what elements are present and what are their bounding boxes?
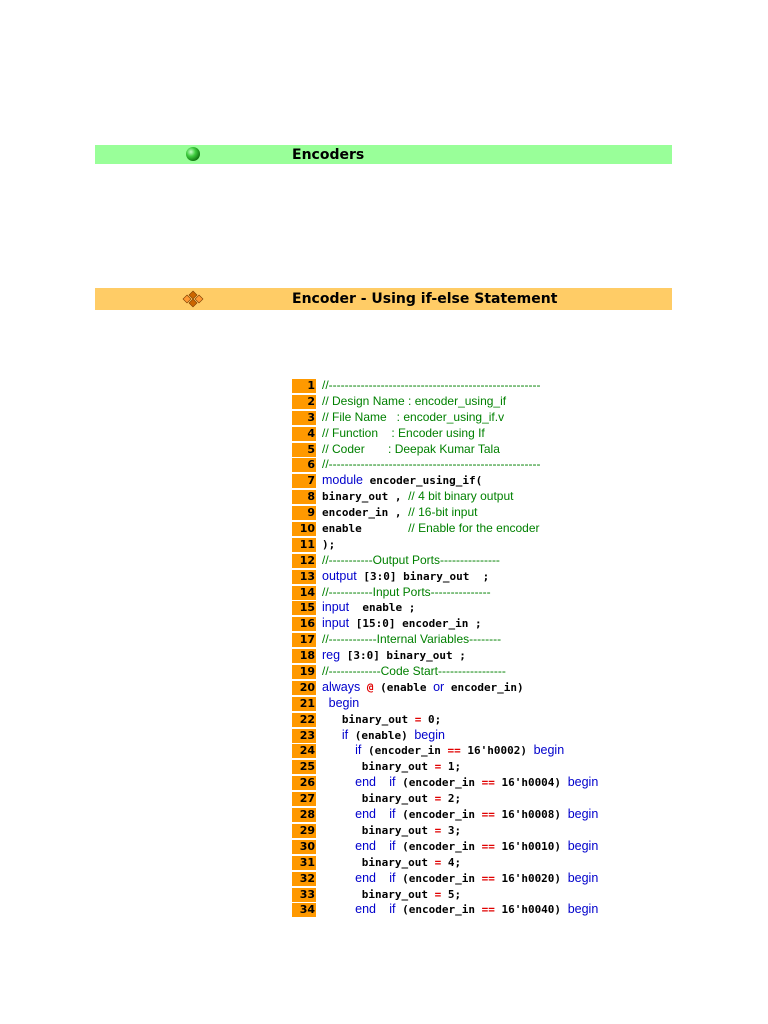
- code-token: encoder_using_if(: [363, 474, 483, 488]
- code-keyword: begin: [567, 902, 599, 917]
- code-keyword: begin: [567, 870, 599, 885]
- code-text: [322, 902, 598, 918]
- code-text: [322, 378, 540, 394]
- line-number: 4: [292, 427, 316, 441]
- code-keyword: reg: [322, 648, 341, 663]
- code-token: binary_out: [322, 855, 435, 869]
- code-text: [322, 712, 441, 728]
- encoders-banner: [95, 145, 672, 164]
- line-number: 6: [292, 458, 316, 472]
- code-keyword: module: [322, 473, 363, 488]
- code-token: binary_out: [322, 792, 435, 806]
- code-text: [322, 807, 598, 823]
- line-number: 16: [292, 617, 316, 631]
- line-number: 8: [292, 490, 316, 504]
- code-comment: //-------------Code Start-----------------: [322, 664, 506, 679]
- code-comment: // File Name : encoder_using_if.v: [322, 409, 505, 424]
- code-operator: =: [434, 823, 442, 837]
- line-number: 29: [292, 824, 316, 838]
- code-token: 16'h0040): [494, 903, 568, 917]
- code-token: 4;: [441, 855, 462, 869]
- code-token: (encoder_in: [395, 776, 482, 790]
- line-number: 32: [292, 872, 316, 886]
- code-text: [322, 855, 461, 871]
- code-text: [322, 664, 506, 680]
- code-text: [322, 569, 489, 585]
- code-token: [376, 872, 389, 885]
- line-number: 17: [292, 633, 316, 647]
- code-token: [322, 776, 355, 789]
- code-token: 16'h0002): [460, 744, 534, 758]
- code-operator: @: [366, 680, 374, 694]
- code-keyword: begin: [567, 775, 599, 790]
- code-comment: // 4 bit binary output: [408, 489, 514, 504]
- line-number: 31: [292, 856, 316, 870]
- code-token: enable ;: [349, 601, 416, 615]
- line-number: 26: [292, 776, 316, 790]
- code-token: [322, 808, 355, 821]
- if-else-banner: [95, 288, 672, 310]
- code-keyword: if: [389, 838, 396, 853]
- code-token: [3:0] binary_out ;: [356, 569, 490, 583]
- code-keyword: end: [355, 838, 376, 853]
- code-token: [322, 840, 355, 853]
- code-comment: // Coder : Deepak Kumar Tala: [322, 441, 500, 456]
- code-text: [322, 505, 477, 521]
- code-text: [322, 871, 598, 887]
- line-number: 5: [292, 443, 316, 457]
- code-operator: =: [434, 855, 442, 869]
- code-token: [3:0] binary_out ;: [340, 649, 466, 663]
- code-comment: // 16-bit input: [408, 505, 478, 520]
- code-operator: ==: [481, 903, 495, 917]
- code-token: binary_out: [322, 887, 435, 901]
- line-number: 9: [292, 506, 316, 520]
- code-text: [322, 759, 461, 775]
- code-text: [322, 585, 491, 601]
- code-token: (enable): [348, 728, 415, 742]
- code-token: 0;: [421, 712, 442, 726]
- code-keyword: always: [322, 679, 361, 694]
- line-number: 15: [292, 601, 316, 615]
- line-number: 28: [292, 808, 316, 822]
- code-token: 16'h0020): [494, 871, 568, 885]
- line-number: 21: [292, 697, 316, 711]
- code-token: binary_out: [322, 823, 435, 837]
- code-text: [322, 521, 540, 537]
- code-text: [322, 775, 598, 791]
- code-operator: ==: [481, 839, 495, 853]
- code-token: [322, 744, 355, 757]
- code-token: encoder_in ,: [322, 506, 409, 520]
- code-keyword: input: [322, 600, 350, 615]
- code-token: [322, 872, 355, 885]
- line-number: 11: [292, 538, 316, 552]
- code-text: [322, 426, 485, 442]
- code-token: (enable: [373, 680, 434, 694]
- code-token: [322, 729, 342, 742]
- code-token: 1;: [441, 760, 462, 774]
- code-token: encoder_in): [444, 680, 524, 694]
- code-token: 16'h0004): [494, 776, 568, 790]
- line-number: 13: [292, 570, 316, 584]
- code-text: [322, 887, 461, 903]
- code-keyword: if: [341, 727, 349, 742]
- code-comment: //-----------------------------------------------------: [322, 457, 541, 472]
- code-operator: =: [434, 760, 442, 774]
- code-keyword: if: [389, 902, 396, 917]
- code-text: [322, 743, 564, 759]
- section-title-encoders: Encoders: [292, 146, 365, 163]
- code-token: (encoder_in: [395, 839, 482, 853]
- code-keyword: if: [355, 743, 362, 758]
- code-text: [322, 457, 540, 473]
- line-number: 7: [292, 474, 316, 488]
- code-token: 5;: [441, 887, 462, 901]
- code-text: [322, 394, 506, 410]
- code-text: [322, 442, 500, 458]
- code-comment: // Enable for the encoder: [408, 521, 540, 536]
- code-text: [322, 489, 514, 505]
- line-number: 34: [292, 903, 316, 917]
- code-operator: ==: [481, 871, 495, 885]
- line-number: 33: [292, 888, 316, 902]
- line-number: 24: [292, 744, 316, 758]
- code-text: [322, 600, 415, 616]
- code-token: 3;: [441, 823, 462, 837]
- code-token: (encoder_in: [361, 744, 448, 758]
- code-keyword: if: [389, 870, 396, 885]
- code-keyword: end: [355, 807, 376, 822]
- code-operator: ==: [481, 776, 495, 790]
- line-number: 1: [292, 379, 316, 393]
- code-operator: =: [414, 712, 422, 726]
- code-token: [360, 681, 367, 694]
- code-text: [322, 823, 461, 839]
- code-token: [322, 903, 355, 916]
- code-token: 16'h0010): [494, 839, 568, 853]
- code-text: [322, 791, 461, 807]
- code-token: binary_out: [322, 760, 435, 774]
- code-keyword: if: [389, 807, 396, 822]
- code-token: [376, 903, 389, 916]
- code-text: [322, 728, 445, 744]
- orange-diamonds-icon: [181, 290, 205, 308]
- code-comment: //-----------Input Ports---------------: [322, 584, 491, 599]
- line-number: 14: [292, 586, 316, 600]
- code-token: 16'h0008): [494, 808, 568, 822]
- code-operator: =: [434, 887, 442, 901]
- code-text: [322, 537, 335, 553]
- code-token: [376, 808, 389, 821]
- line-number: 3: [292, 411, 316, 425]
- code-text: [322, 680, 524, 696]
- line-number: 20: [292, 681, 316, 695]
- code-token: [322, 697, 329, 710]
- line-number: 12: [292, 554, 316, 568]
- code-token: [376, 840, 389, 853]
- code-token: 2;: [441, 792, 462, 806]
- code-text: [322, 553, 500, 569]
- code-token: );: [322, 537, 336, 551]
- line-number: 23: [292, 729, 316, 743]
- line-number: 27: [292, 792, 316, 806]
- code-operator: =: [434, 792, 442, 806]
- code-token: (encoder_in: [395, 903, 482, 917]
- code-keyword: end: [355, 870, 376, 885]
- code-token: binary_out ,: [322, 490, 409, 504]
- code-keyword: input: [322, 616, 350, 631]
- code-keyword: begin: [328, 695, 360, 710]
- code-comment: // Design Name : encoder_using_if: [322, 393, 507, 408]
- code-text: [322, 839, 598, 855]
- code-text: [322, 473, 482, 489]
- code-keyword: output: [322, 568, 357, 583]
- code-keyword: or: [433, 679, 445, 694]
- code-text: [322, 648, 466, 664]
- code-token: binary_out: [322, 712, 415, 726]
- code-token: (encoder_in: [395, 871, 482, 885]
- code-comment: //------------Internal Variables--------: [322, 632, 502, 647]
- code-text: [322, 410, 504, 426]
- code-keyword: end: [355, 902, 376, 917]
- code-token: [376, 776, 389, 789]
- code-token: enable: [322, 522, 409, 536]
- code-text: [322, 696, 359, 712]
- line-number: 25: [292, 760, 316, 774]
- line-number: 22: [292, 713, 316, 727]
- code-keyword: end: [355, 775, 376, 790]
- line-number: 2: [292, 395, 316, 409]
- code-operator: ==: [481, 808, 495, 822]
- line-number: 18: [292, 649, 316, 663]
- code-comment: //-----------Output Ports---------------: [322, 552, 500, 567]
- line-number: 30: [292, 840, 316, 854]
- code-token: [15:0] encoder_in ;: [349, 617, 482, 631]
- line-number: 10: [292, 522, 316, 536]
- code-keyword: begin: [533, 743, 565, 758]
- code-keyword: begin: [414, 727, 445, 742]
- code-keyword: begin: [567, 807, 599, 822]
- code-operator: ==: [447, 744, 461, 758]
- code-keyword: begin: [567, 838, 599, 853]
- code-keyword: if: [389, 775, 396, 790]
- code-comment: //-----------------------------------------------------: [322, 378, 541, 392]
- code-comment: // Function : Encoder using If: [322, 425, 485, 440]
- line-number: 19: [292, 665, 316, 679]
- green-ball-icon: [186, 147, 200, 161]
- code-text: [322, 616, 482, 632]
- code-token: (encoder_in: [395, 808, 482, 822]
- section-title-if-else: Encoder - Using if-else Statement: [292, 291, 558, 307]
- code-text: [322, 632, 501, 648]
